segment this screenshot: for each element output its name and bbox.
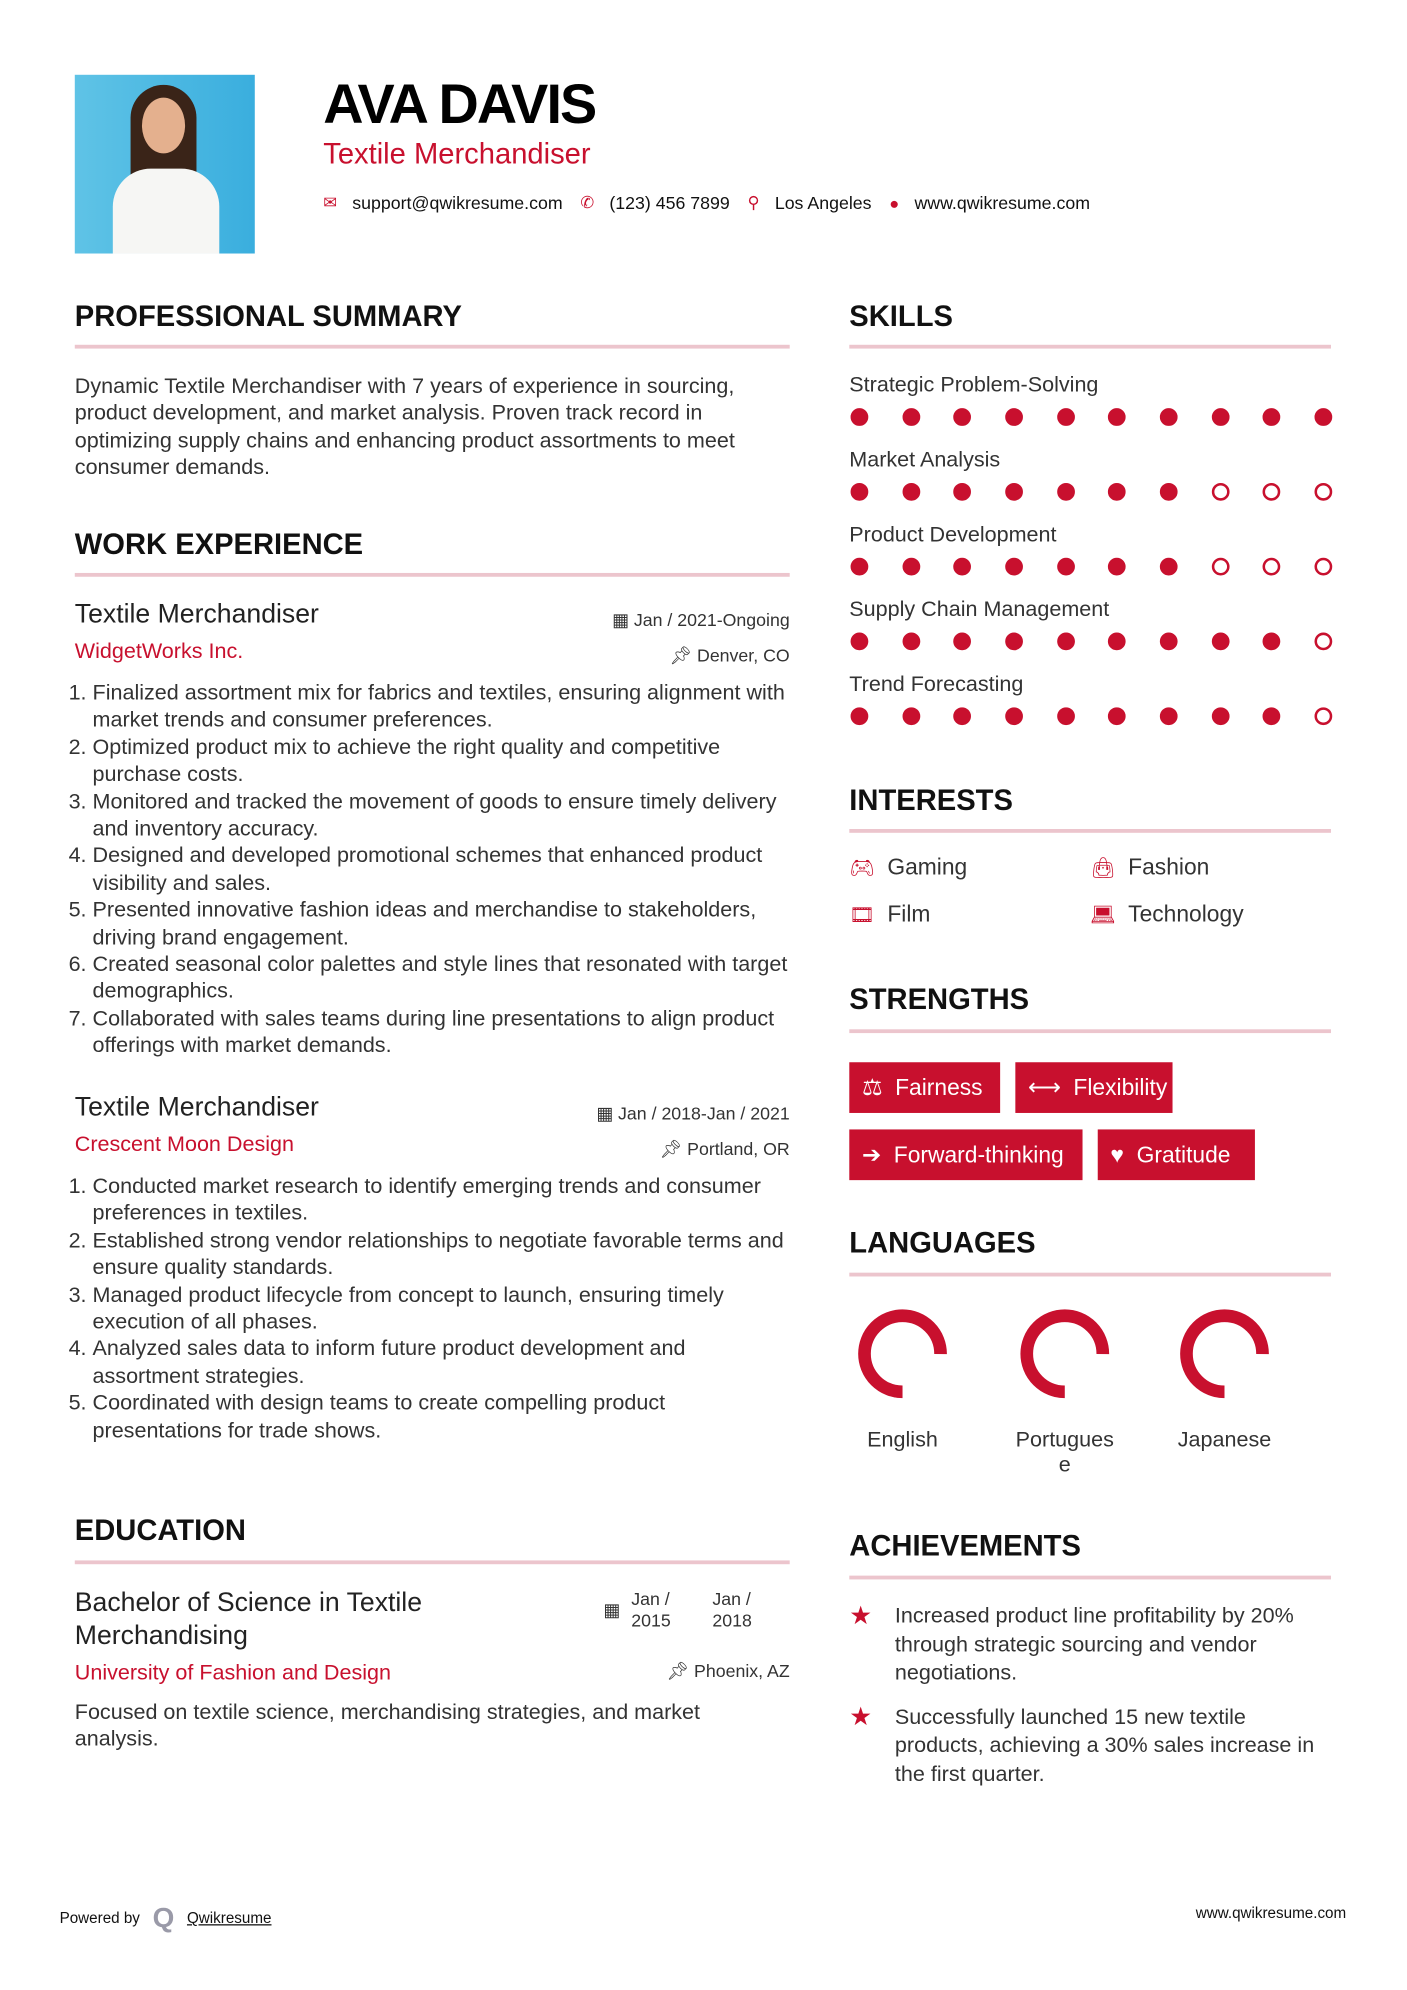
language-name: English (867, 1427, 938, 1452)
rating-dot (1057, 408, 1075, 426)
candidate-name: AVA DAVIS (323, 73, 596, 136)
laptop-icon: 💻︎ (1090, 904, 1116, 926)
interest-film: 🎞︎ Film (849, 901, 931, 927)
rating-dot (1057, 633, 1075, 651)
language-level-ring (1017, 1306, 1113, 1402)
edu-location: 📌︎ Phoenix, AZ (666, 1660, 790, 1681)
rating-dot (902, 633, 920, 651)
rating-dot (1057, 558, 1075, 576)
map-marker-icon: ⚲ (747, 192, 760, 212)
rating-dot (1314, 558, 1332, 576)
qwikresume-logo-icon: Q (152, 1901, 175, 1934)
location: Los Angeles (774, 192, 872, 213)
language-name: Japanese (1177, 1427, 1272, 1452)
rating-dot (851, 633, 869, 651)
rating-dot (851, 707, 869, 725)
rating-dot (1314, 408, 1332, 426)
rating-dot (1263, 408, 1281, 426)
envelope-icon: ✉ (323, 192, 338, 212)
pin-icon: 📌︎ (669, 645, 698, 666)
divider (849, 1576, 1331, 1580)
skill-item (849, 373, 1332, 448)
strength-badge: ⚖ Fairness (849, 1062, 1000, 1113)
phone-icon: ✆ (580, 192, 595, 212)
website[interactable]: www.qwikresume.com (914, 192, 1090, 213)
arrow-right-icon: ➔ (861, 1141, 882, 1167)
brand-link[interactable]: Qwikresume (186, 1909, 272, 1927)
shooting-star-icon: ★ (849, 1602, 873, 1631)
rating-dot (851, 408, 869, 426)
job-bullets (75, 679, 790, 1059)
rating-dot (1108, 408, 1126, 426)
rating-dot (1211, 633, 1229, 651)
rating-dot (1314, 633, 1332, 651)
pin-icon: 📌︎ (666, 1660, 695, 1681)
rating-dot (1314, 707, 1332, 725)
calendar-icon: ▦ (612, 609, 634, 630)
skill-rating (851, 707, 1333, 725)
rating-dot (1108, 707, 1126, 725)
summary-text: Dynamic Textile Merchandiser with 7 years of experience in sourcing, product development, and market analysis. Proven track record in optimizing supply chains and enhancing product assortments to meet consumer demands. (74, 373, 735, 480)
rating-dot (902, 707, 920, 725)
rating-dot (1211, 707, 1229, 725)
skills-list (849, 373, 1332, 747)
powered-by: Powered by (59, 1909, 140, 1927)
balance-scale-icon: ⚖ (861, 1074, 883, 1100)
skill-item (849, 672, 1332, 747)
interest-fashion: 👜︎ Fashion (1090, 854, 1210, 880)
edu-end: Jan / 2018 (712, 1588, 752, 1631)
work-heading: WORK EXPERIENCE (74, 527, 364, 561)
rating-dot (1263, 707, 1281, 725)
job-1 (75, 600, 790, 1060)
rating-dot (1263, 483, 1281, 501)
rating-dot (954, 408, 972, 426)
language-level-ring (1176, 1306, 1272, 1402)
divider (849, 829, 1331, 833)
rating-dot (1005, 483, 1023, 501)
film-icon: 🎞︎ (849, 904, 876, 926)
candidate-title: Textile Merchandiser (323, 136, 591, 170)
skill-item (849, 597, 1332, 672)
rating-dot (851, 558, 869, 576)
school: University of Fashion and Design (74, 1660, 392, 1685)
interest-gaming: 🎮︎ Gaming (849, 854, 968, 880)
rating-dot (1057, 707, 1075, 725)
rating-dot (1108, 558, 1126, 576)
rating-dot (1005, 707, 1023, 725)
bullet: 2. Established strong vendor relationships to negotiate favorable terms and ensure quality standards. (93, 1227, 790, 1281)
achievements-list (849, 1602, 1337, 1804)
job-bullets (75, 1173, 790, 1444)
rating-dot (1211, 483, 1229, 501)
rating-dot (1005, 558, 1023, 576)
bullet: 1. Conducted market research to identify emerging trends and consumer preferences in textiles. (93, 1173, 790, 1227)
achievement-item: ★ Successfully launched 15 new textile products, achieving a 30% sales increase in the first quarter. (849, 1703, 1337, 1789)
edu-description: Focused on textile science, merchandising strategies, and market analysis. (74, 1699, 701, 1752)
globe-icon: ● (889, 193, 900, 213)
rating-dot (1263, 633, 1281, 651)
divider (75, 1560, 790, 1564)
rating-dot (954, 707, 972, 725)
bullet: 1. Finalized assortment mix for fabrics and textiles, ensuring alignment with market trends and consumer preferences. (93, 679, 790, 733)
skill-rating (851, 558, 1333, 576)
arrows-h-icon: ⟷ (1028, 1074, 1061, 1100)
rating-dot (1160, 408, 1178, 426)
skill-item (849, 447, 1332, 522)
strengths-heading: STRENGTHS (849, 982, 1030, 1016)
bullet: 4. Analyzed sales data to inform future product development and assortment strategies. (93, 1335, 790, 1389)
email[interactable]: support@qwikresume.com (352, 192, 563, 213)
calendar-icon: ▦ (596, 1102, 619, 1124)
skill-rating (851, 633, 1333, 651)
rating-dot (1314, 483, 1332, 501)
skill-name: Strategic Problem-Solving (849, 372, 1099, 397)
rating-dot (1211, 558, 1229, 576)
calendar-icon: ▦ (603, 1599, 621, 1620)
language-level-ring (854, 1306, 950, 1402)
language-name: Portuguese (1015, 1427, 1114, 1477)
rating-dot (1108, 633, 1126, 651)
phone: (123) 456 7899 (609, 192, 730, 213)
job-dates: ▦ Jan / 2018-Jan / 2021 (596, 1102, 790, 1124)
rating-dot (1160, 558, 1178, 576)
skill-rating (851, 483, 1333, 501)
strength-badge: ➔ Forward-thinking (849, 1129, 1082, 1180)
interests-heading: INTERESTS (849, 783, 1013, 817)
pin-icon: 📌︎ (659, 1138, 688, 1159)
rating-dot (1160, 633, 1178, 651)
shooting-star-icon: ★ (849, 1703, 873, 1731)
company: WidgetWorks Inc. (74, 638, 244, 663)
heart-icon: ♥ (1110, 1141, 1124, 1167)
job-location: 📌︎ Portland, OR (659, 1138, 790, 1159)
bullet: 2. Optimized product mix to achieve the right quality and competitive purchase costs. (93, 734, 790, 788)
language-item (845, 1306, 959, 1453)
skill-item (849, 522, 1332, 597)
rating-dot (902, 408, 920, 426)
job-title: Textile Merchandiser (74, 599, 319, 629)
bullet: 4. Designed and developed promotional schemes that enhanced product visibility and sales. (93, 842, 790, 896)
footer-left (60, 1901, 272, 1934)
bullet: 5. Presented innovative fashion ideas and merchandise to stakeholders, driving brand engagement. (93, 897, 790, 951)
gamepad-icon: 🎮︎ (849, 857, 876, 880)
skill-name: Trend Forecasting (849, 671, 1024, 696)
divider (849, 1029, 1331, 1033)
profile-photo (75, 75, 255, 254)
skills-heading: SKILLS (849, 299, 953, 333)
education-heading: EDUCATION (74, 1513, 246, 1547)
job-2 (75, 1093, 790, 1444)
rating-dot (1005, 633, 1023, 651)
rating-dot (1057, 483, 1075, 501)
rating-dot (1005, 408, 1023, 426)
rating-dot (851, 483, 869, 501)
strength-badge: ♥ Gratitude (1098, 1129, 1255, 1180)
rating-dot (902, 558, 920, 576)
bullet: 3. Managed product lifecycle from concept to launch, ensuring timely execution of all phases. (93, 1281, 790, 1335)
summary-heading: PROFESSIONAL SUMMARY (74, 299, 462, 333)
job-dates: ▦ Jan / 2021-Ongoing (612, 609, 790, 630)
rating-dot (1160, 483, 1178, 501)
degree: Bachelor of Science in Textile Merchandising (74, 1588, 423, 1651)
footer-website[interactable]: www.qwikresume.com (1195, 1903, 1347, 1922)
divider (849, 345, 1331, 349)
achievement-item: ★ Increased product line profitability by 20% through strategic sourcing and vendor negotiations. (849, 1602, 1337, 1688)
rating-dot (954, 558, 972, 576)
bullet: 3. Monitored and tracked the movement of goods to ensure timely delivery and inventory accuracy. (93, 788, 790, 842)
job-location: 📌︎ Denver, CO (669, 645, 790, 666)
bullet: 7. Collaborated with sales teams during line presentations to align product offerings with market demands. (93, 1005, 790, 1059)
divider (75, 345, 790, 349)
job-title: Textile Merchandiser (74, 1092, 319, 1122)
skill-name: Market Analysis (849, 447, 1001, 472)
skill-name: Supply Chain Management (849, 597, 1110, 622)
contact-row (323, 193, 1108, 213)
skill-name: Product Development (849, 522, 1057, 547)
languages-heading: LANGUAGES (849, 1225, 1036, 1259)
rating-dot (1108, 483, 1126, 501)
rating-dot (1211, 408, 1229, 426)
interest-technology: 💻︎ Technology (1090, 901, 1244, 927)
skill-rating (851, 408, 1333, 426)
rating-dot (1160, 707, 1178, 725)
bullet: 5. Coordinated with design teams to create compelling product presentations for trade shows. (93, 1390, 790, 1444)
language-item (1167, 1306, 1281, 1453)
language-item (1008, 1306, 1122, 1478)
bullet: 6. Created seasonal color palettes and style lines that resonated with target demographics. (93, 951, 790, 1005)
divider (75, 573, 790, 577)
company: Crescent Moon Design (74, 1131, 294, 1157)
rating-dot (954, 633, 972, 651)
rating-dot (1263, 558, 1281, 576)
divider (849, 1273, 1331, 1277)
edu-start: Jan / 2015 (631, 1588, 671, 1631)
achievements-heading: ACHIEVEMENTS (849, 1528, 1081, 1562)
rating-dot (902, 483, 920, 501)
strength-badge: ⟷ Flexibility (1015, 1062, 1172, 1113)
shopping-bag-icon: 👜︎ (1090, 857, 1116, 880)
rating-dot (954, 483, 972, 501)
